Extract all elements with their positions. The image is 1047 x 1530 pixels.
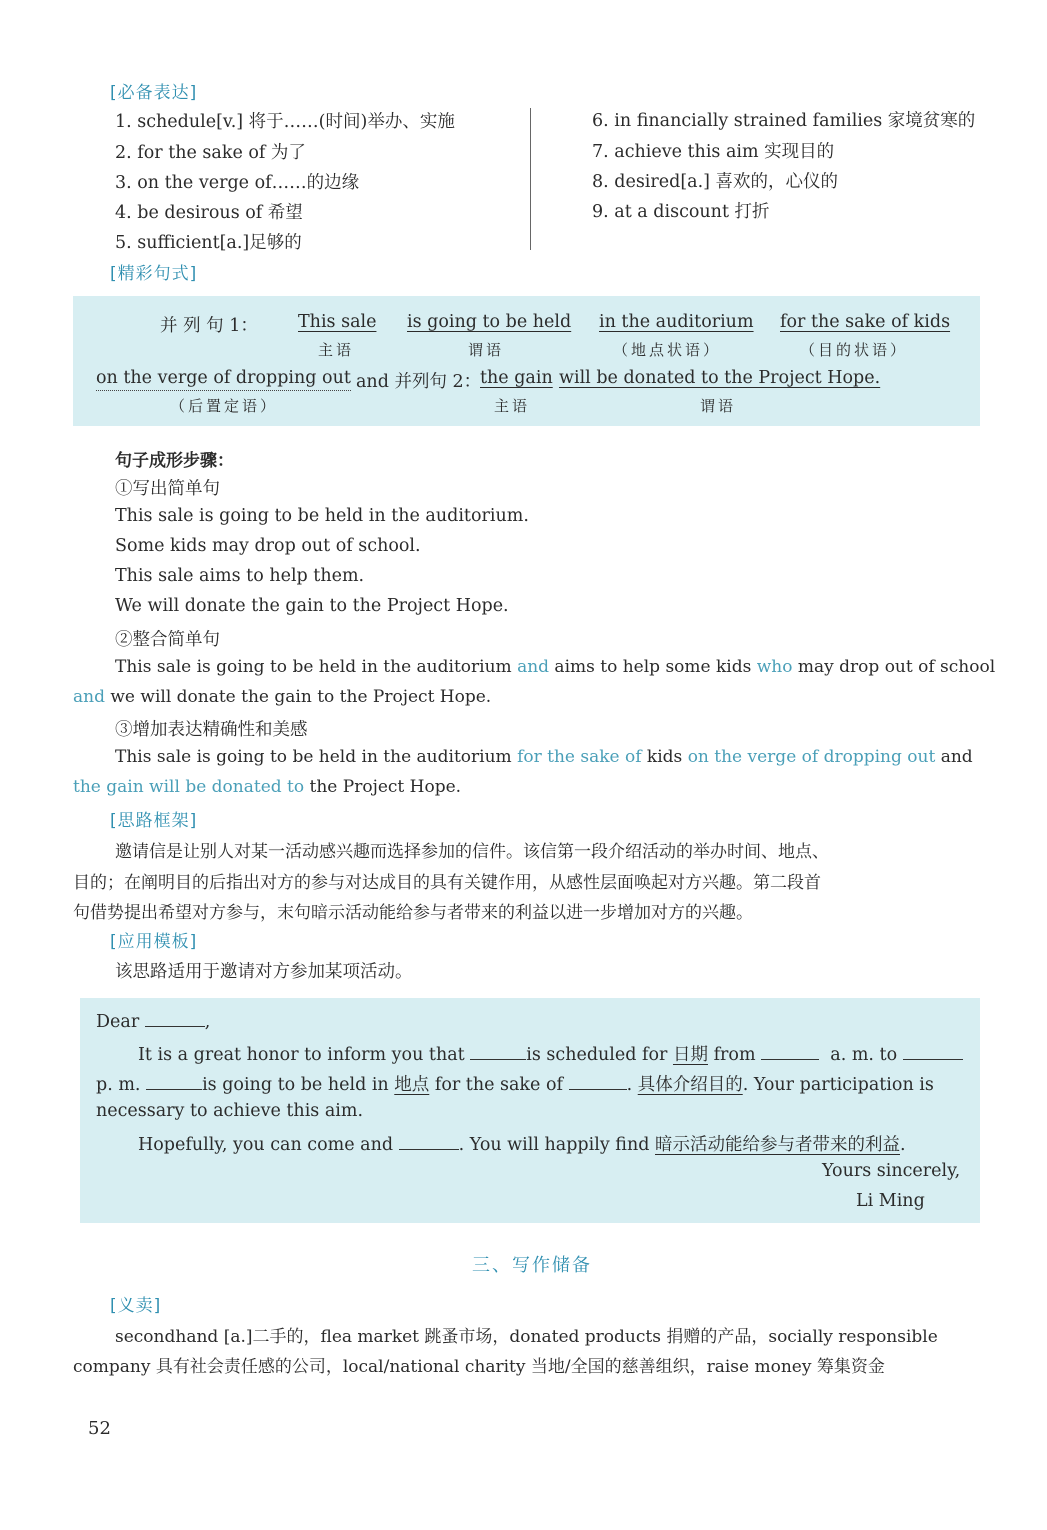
text: Dear [96,1012,140,1032]
placeholder-place: 地点 [394,1075,430,1095]
text: the Project Hope. [304,777,462,797]
text: is going to be held in [202,1075,389,1095]
placeholder-benefit: 暗示活动能给参与者带来的利益 [655,1135,900,1155]
text: we will donate the gain to the Project Hope. [104,687,492,707]
section-title-sentences: [精彩句式] [110,264,198,284]
expression-item: 1. schedule[v.] 将于……(时间)举办、实施 [115,112,455,132]
text: a. m. to [830,1045,898,1065]
text: This sale is going to be held in the auditorium [115,657,518,677]
and-clause-2: and 并列句 2： [356,372,482,392]
combined-sentence-line-1 [115,657,995,677]
text: . [626,1075,633,1095]
blank [569,1073,627,1090]
predicate-2: will be donated to the Project Hope. [559,368,881,388]
simple-sentence: We will donate the gain to the Project Hope. [115,596,509,616]
text: It is a great honor to inform you that [138,1045,465,1065]
label-predicate-2: 谓语 [700,397,737,415]
section-title-framework: [思路框架] [110,811,198,831]
placeholder-purpose: 具体介绍目的 [637,1075,743,1095]
template-intro: 该思路适用于邀请对方参加某项活动。 [115,962,413,982]
text: kids [641,747,688,767]
letter-line-1 [138,1041,963,1066]
place-adverbial: in the auditorium [599,312,754,332]
expression-item: 4. be desirous of 希望 [115,203,303,223]
blank [399,1133,459,1150]
text: from [713,1045,756,1065]
subject-1: This sale [298,312,377,332]
label-subject-2: 主语 [494,397,531,415]
polished-sentence-line-1 [115,747,973,767]
sentence-prefix: 并 列 句 1： [160,316,258,336]
highlight: and [517,657,550,677]
vocab-line: secondhand [a.]二手的，flea market 跳蚤市场，donated products 捐赠的产品，socially responsible [115,1327,938,1347]
expression-item: 9. at a discount 打折 [592,202,770,222]
blank [761,1043,819,1060]
section-title-template: [应用模板] [110,932,198,952]
highlight: the gain will be donated to [73,777,305,797]
blank [145,1010,205,1027]
letter-salutation [96,1010,210,1032]
text: p. m. [96,1075,141,1095]
part-heading: 三、写作储备 [472,1255,592,1276]
letter-line-4 [138,1131,906,1156]
step-3-title: ③增加表达精确性和美感 [115,720,308,740]
placeholder-date: 日期 [672,1045,708,1065]
simple-sentence: This sale aims to help them. [115,566,365,586]
vocab-line: company 具有社会责任感的公司，local/national charity 当地/全国的慈善组织，raise money 筹集资金 [73,1357,885,1377]
expression-item: 6. in financially strained families 家境贫寒的 [592,111,976,131]
blank [146,1073,202,1090]
label-subject: 主语 [318,341,355,359]
post-attribute: on the verge of dropping out [96,368,351,391]
page-number: 52 [88,1418,111,1439]
combined-sentence-line-2 [73,687,491,707]
text: may drop out of school [792,657,996,677]
column-divider [530,108,531,250]
letter-signature: Li Ming [856,1191,925,1211]
framework-paragraph: 句借势提出希望对方参与，末句暗示活动能给参与者带来的利益以进一步增加对方的兴趣。 [73,903,753,923]
polished-sentence-line-2 [73,777,461,797]
text: and [935,747,973,767]
text: This sale is going to be held in the auditorium [115,747,518,767]
letter-closing: Yours sincerely, [822,1161,961,1181]
label-post-attribute: （后置定语） [170,397,279,415]
steps-title: 句子成形步骤： [115,451,234,471]
highlight: on the verge of dropping out [687,747,936,767]
letter-line-2 [96,1071,934,1096]
expression-item: 2. for the sake of 为了 [115,143,306,163]
text: , [204,1012,211,1032]
framework-paragraph: 邀请信是让别人对某一活动感兴趣而选择参加的信件。该信第一段介绍活动的举办时间、地点、 [115,842,829,862]
text: aims to help some kids [549,657,757,677]
text: is scheduled for [526,1045,668,1065]
expression-item: 5. sufficient[a.]足够的 [115,233,302,253]
highlight: and [73,687,105,707]
framework-paragraph: 目的；在阐明目的后指出对方的参与对达成目的具有关键作用，从感性层面唤起对方兴趣。第二段首 [73,873,821,893]
text: . [900,1135,906,1155]
step-2-title: ②整合简单句 [115,630,220,650]
text: for the sake of [434,1075,563,1095]
label-purpose: （目的状语） [800,341,909,359]
step-1-title: ①写出简单句 [115,479,220,499]
label-predicate: 谓语 [468,341,505,359]
highlight: who [756,657,793,677]
subject-2: the gain [480,368,553,388]
text: . You will happily find [458,1135,650,1155]
expression-item: 8. desired[a.] 喜欢的，心仪的 [592,172,839,192]
section-title-expressions: [必备表达] [110,83,198,103]
section-title-charity-sale: [义卖] [110,1296,162,1316]
highlight: for the sake of [517,747,642,767]
blank [903,1043,963,1060]
simple-sentence: This sale is going to be held in the auditorium. [115,506,529,526]
purpose-adverbial: for the sake of kids [780,312,951,332]
blank [470,1043,526,1060]
letter-line-3: necessary to achieve this aim. [96,1101,364,1121]
simple-sentence: Some kids may drop out of school. [115,536,421,556]
text: . Your participation is [742,1075,934,1095]
predicate-1: is going to be held [407,312,572,332]
expression-item: 7. achieve this aim 实现目的 [592,142,835,162]
expression-item: 3. on the verge of……的边缘 [115,173,360,193]
label-place: （地点状语） [613,341,722,359]
text: Hopefully, you can come and [138,1135,394,1155]
